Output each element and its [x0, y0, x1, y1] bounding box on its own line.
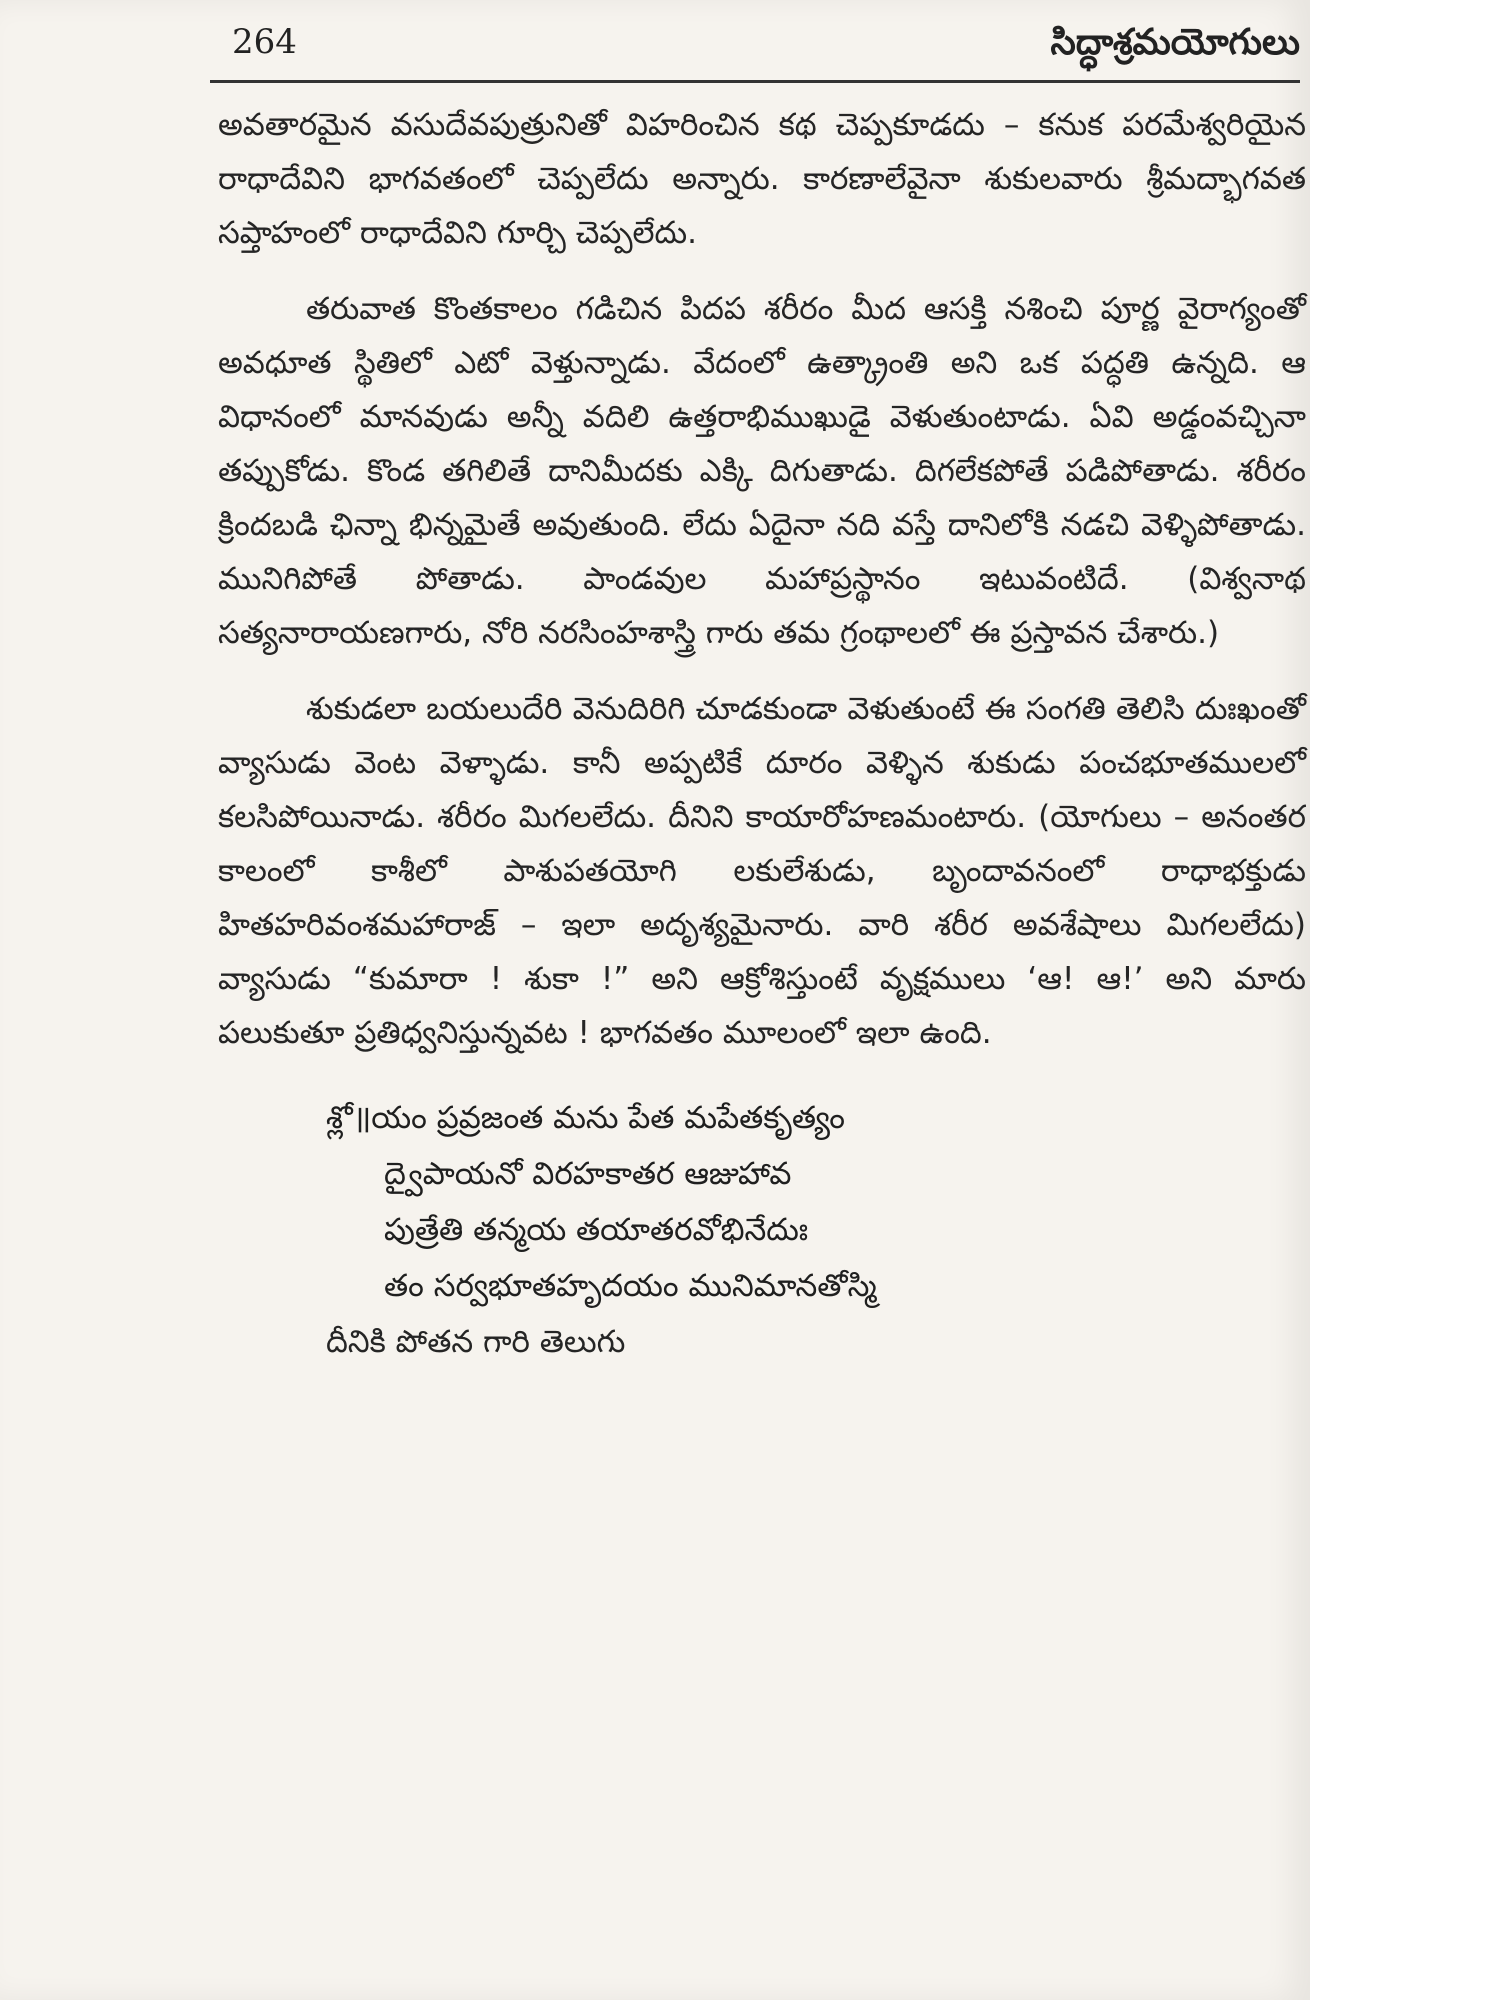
closing-line: దీనికి పోతన గారి తెలుగు — [326, 1324, 626, 1360]
sloka-verse — [218, 1090, 1306, 1314]
verse-line-3: పుత్రేతి తన్మయ తయాతరవోభినేదుః — [384, 1212, 809, 1248]
verse-line-2: ద్వైపాయనో విరహకాతర ఆజుహావ — [384, 1156, 792, 1192]
body-text — [218, 98, 1306, 1370]
header-rule — [210, 80, 1300, 83]
running-title: సిద్ధాశ్రమయోగులు — [1050, 22, 1300, 63]
page-header — [210, 14, 1300, 86]
page-number: 264 — [232, 22, 297, 62]
paragraph-2: తరువాత కొంతకాలం గడిచిన పిదప శరీరం మీద ఆసక్తి నశించి పూర్ణ వైరాగ్యంతో అవధూత స్థితిలో ఎటో వెళ్తున్నాడు. వేదంలో ఉత్క్రాంతి అని ఒక పద్ధతి ఉన్నది. ఆ విధానంలో మానవుడు అన్నీ వదిలి ఉత్తరాభిముఖుడై వెళుతుంటాడు. ఏవి అడ్డంవచ్చినా తప్పుకోడు. కొండ తగిలితే దానిమీదకు ఎక్కి దిగుతాడు. దిగలేకపోతే పడిపోతాడు. శరీరం క్రిందబడి ఛిన్నా భిన్నమైతే అవుతుంది. లేదు ఏదైనా నది వస్తే దానిలోకి నడచి వెళ్ళిపోతాడు. మునిగిపోతే పోతాడు. పాండవుల మహాప్రస్థానం ఇటువంటిదే. (విశ్వనాథ సత్యనారాయణగారు, నోరి నరసింహశాస్త్రి గారు తమ గ్రంథాలలో ఈ ప్రస్తావన చేశారు.) — [218, 291, 1306, 651]
paragraph-3: శుకుడలా బయలుదేరి వెనుదిరిగి చూడకుండా వెళుతుంటే ఈ సంగతి తెలిసి దుఃఖంతో వ్యాసుడు వెంట వెళ్ళాడు. కానీ అప్పటికే దూరం వెళ్ళిన శుకుడు పంచభూతములలో కలసిపోయినాడు. శరీరం మిగలలేదు. దీనిని కాయారోహణమంటారు. (యోగులు – అనంతర కాలంలో కాశీలో పాశుపతయోగి లకులేశుడు, బృందావనంలో రాధాభక్తుడు హితహరివంశమహారాజ్ – ఇలా అదృశ్యమైనారు. వారి శరీర అవశేషాలు మిగలలేదు) వ్యాసుడు “కుమారా ! శుకా !” అని ఆక్రోశిస్తుంటే వృక్షములు ‘ఆ! ఆ!’ అని మారు పలుకుతూ ప్రతిధ్వనిస్తున్నవట ! భాగవతం మూలంలో ఇలా ఉంది. — [218, 691, 1306, 1051]
verse-line-1: శ్లో॥యం ప్రవ్రజంత మను పేత మపేతకృత్యం — [326, 1100, 846, 1136]
verse-line-4: తం సర్వభూతహృదయం మునిమానతోస్మి — [384, 1268, 877, 1304]
page-margin — [1310, 0, 1500, 2000]
paragraph-1: అవతారమైన వసుదేవపుత్రునితో విహరించిన కథ చెప్పకూడదు – కనుక పరమేశ్వరియైన రాధాదేవిని భాగవతంలో చెప్పలేదు అన్నారు. కారణాలేవైనా శుకులవారు శ్రీమద్భాగవత సప్తాహంలో రాధాదేవిని గూర్చి చెప్పలేదు. — [218, 107, 1306, 251]
